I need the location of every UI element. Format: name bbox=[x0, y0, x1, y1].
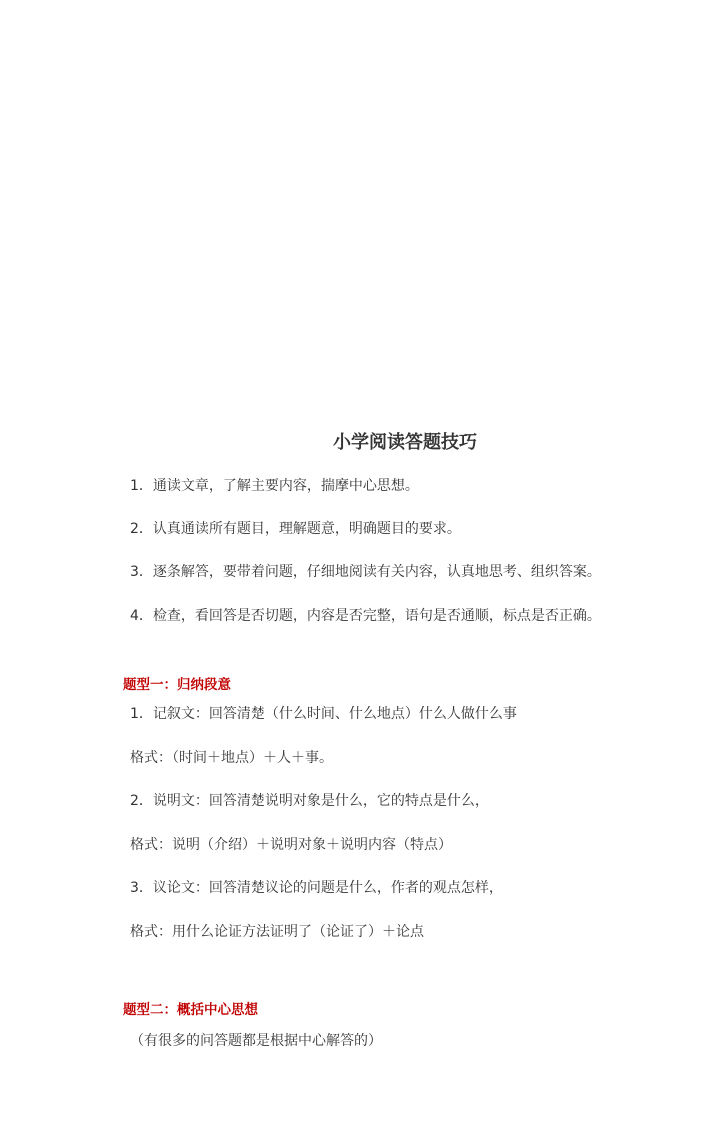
section1-line-2: 格式：（时间＋地点）＋人＋事。 bbox=[130, 750, 333, 766]
section1-line-3: 2．说明文：回答清楚说明对象是什么，它的特点是什么， bbox=[130, 793, 489, 809]
step-2: 2．认真通读所有题目，理解题意，明确题目的要求。 bbox=[130, 521, 461, 537]
step-1: 1．通读文章，了解主要内容，揣摩中心思想。 bbox=[130, 478, 419, 494]
page-title: 小学阅读答题技巧 bbox=[333, 432, 477, 453]
section2-note: （有很多的问答题都是根据中心解答的） bbox=[130, 1033, 382, 1049]
section1-line-4: 格式：说明（介绍）＋说明对象＋说明内容（特点） bbox=[130, 837, 452, 853]
section1-line-5: 3．议论文：回答清楚议论的问题是什么，作者的观点怎样， bbox=[130, 880, 503, 896]
section1-line-1: 1．记叙文：回答清楚（什么时间、什么地点）什么人做什么事 bbox=[130, 706, 517, 722]
section-heading-1: 题型一：归纳段意 bbox=[123, 677, 231, 693]
section-heading-2: 题型二：概括中心思想 bbox=[123, 1002, 258, 1018]
section1-line-6: 格式：用什么论证方法证明了（论证了）＋论点 bbox=[130, 924, 424, 940]
step-3: 3．逐条解答，要带着问题，仔细地阅读有关内容，认真地思考、组织答案。 bbox=[130, 564, 601, 580]
step-4: 4．检查，看回答是否切题，内容是否完整，语句是否通顺，标点是否正确。 bbox=[130, 608, 601, 624]
